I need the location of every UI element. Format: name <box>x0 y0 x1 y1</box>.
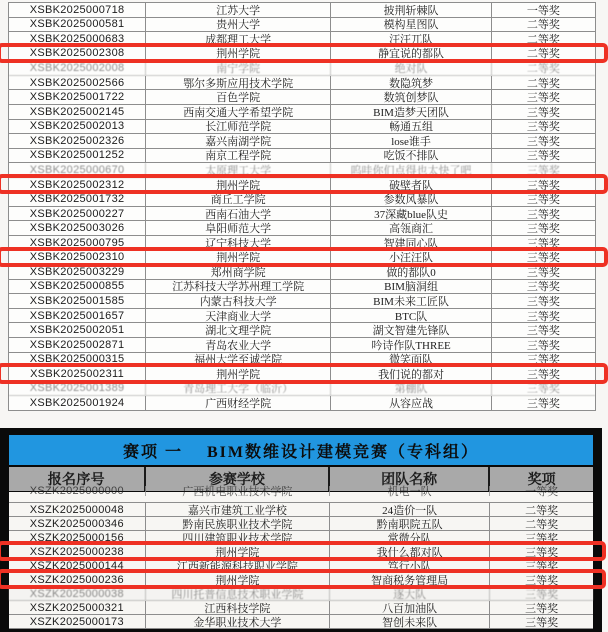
cell-school: 江西科技学院 <box>146 601 331 614</box>
lower-results-table <box>9 485 593 629</box>
table-row <box>9 149 595 164</box>
table-row <box>9 323 595 338</box>
table-row <box>9 61 595 76</box>
cell-team: 智创未来队 <box>330 615 490 628</box>
cell-serial: XSBK2025002566 <box>9 76 146 90</box>
cell-school: 内蒙古科技大学 <box>146 294 331 308</box>
column-header-award: 奖项 <box>527 473 556 488</box>
cell-team: 绝对队 <box>331 61 492 75</box>
cell-award: 三等奖 <box>526 223 560 236</box>
cell-school: 江西新能源科技职业学院 <box>146 559 331 572</box>
table-row <box>9 280 595 295</box>
table-row <box>9 90 595 105</box>
table-row <box>9 32 595 47</box>
cell-award: 二等奖 <box>526 33 560 46</box>
table-row <box>9 601 593 615</box>
cell-team: 智建同心队 <box>331 236 492 250</box>
cell-team: 微笑面队 <box>331 353 492 367</box>
cell-team: BTC队 <box>331 309 492 323</box>
cell-team: 我什么都对队 <box>330 545 490 558</box>
cell-team: lose谁手 <box>331 134 492 148</box>
cell-serial: XSBK2025003026 <box>9 221 146 235</box>
table-row <box>9 531 593 545</box>
cell-school: 嘉兴南湖学院 <box>146 134 331 148</box>
cell-serial: XSZK2025000048 <box>9 503 146 516</box>
column-header-school: 参赛学校 <box>146 467 331 491</box>
cell-team: 破壁者队 <box>331 178 492 192</box>
table-row <box>9 18 595 33</box>
cell-school: 江苏科技大学苏州理工学院 <box>146 280 331 294</box>
cell-school: 阜阳师范大学 <box>146 221 331 235</box>
cell-serial: XSZK2025000144 <box>9 559 146 572</box>
table-row-highlighted <box>9 367 595 382</box>
cell-team: 汪汪兀队 <box>331 32 492 46</box>
cell-award: 三等奖 <box>526 281 560 294</box>
cell-school: 太原理工大学 <box>146 163 331 177</box>
cell-award: 三等奖 <box>525 560 559 573</box>
cell-award: 三等奖 <box>526 135 560 148</box>
table-row <box>9 120 595 135</box>
cell-team: 24造价一队 <box>330 503 490 516</box>
cell-award: 三等奖 <box>526 354 560 367</box>
cell-award: 三等奖 <box>526 383 560 396</box>
cell-serial: XSBK2025002311 <box>9 367 146 381</box>
cell-serial: XSBK2025000795 <box>9 236 146 250</box>
cell-school: 江苏大学 <box>146 3 331 17</box>
cell-team: 参数风暴队 <box>331 192 492 206</box>
table-row <box>9 163 595 178</box>
cell-team: 智商税务管理局 <box>330 573 490 586</box>
cell-serial: XSBK2025001585 <box>9 294 146 308</box>
cell-school: 西南石油大学 <box>146 207 331 221</box>
table-row-highlighted <box>9 47 595 62</box>
cell-school: 贵州大学 <box>146 18 331 32</box>
cell-serial: XSBK2025003229 <box>9 265 146 279</box>
cell-serial: XSZK2025000238 <box>9 545 146 558</box>
cell-school: 南宁学院 <box>146 61 331 75</box>
cell-school: 福州大学至诚学院 <box>146 353 331 367</box>
cell-team: 披荆斩棘队 <box>331 3 492 17</box>
cell-award: 三等奖 <box>526 397 560 410</box>
cell-serial: XSBK2025002145 <box>9 105 146 119</box>
cell-team: 吃饭不排队 <box>331 149 492 163</box>
cell-serial: XSZK2025000321 <box>9 601 146 614</box>
cell-serial: XSBK2025000670 <box>9 163 146 177</box>
cell-award: 三等奖 <box>526 266 560 279</box>
cell-team: 从容应战 <box>331 396 492 410</box>
cell-award: 三等奖 <box>526 106 560 119</box>
cell-serial: XSBK2025002312 <box>9 178 146 192</box>
cell-team: 模构星图队 <box>331 18 492 32</box>
cell-serial: XSBK2025002310 <box>9 251 146 265</box>
cell-school: 荆州学院 <box>146 47 331 61</box>
table-row <box>9 615 593 629</box>
cell-award: 一等奖 <box>526 4 560 17</box>
cell-award: 三等奖 <box>525 602 559 615</box>
cell-award: 二等奖 <box>526 63 560 76</box>
cell-team: 静宜说的都队 <box>331 47 492 61</box>
cell-award: 三等奖 <box>526 325 560 338</box>
cell-award: 三等奖 <box>526 179 560 192</box>
cell-school: 荆州学院 <box>146 367 331 381</box>
cell-team: 做的都队0 <box>331 265 492 279</box>
cell-serial: XSZK2025000038 <box>9 587 146 600</box>
cell-award: 三等奖 <box>526 296 560 309</box>
cell-school: 湖北文理学院 <box>146 323 331 337</box>
cell-award: 三等奖 <box>526 252 560 265</box>
cell-school: 南京工程学院 <box>146 149 331 163</box>
cell-school: 郑州商学院 <box>146 265 331 279</box>
cell-serial: XSBK2025001252 <box>9 149 146 163</box>
cell-serial: XSBK2025002051 <box>9 323 146 337</box>
cell-team: 呜哇你们点得也太快了吧 <box>331 163 492 177</box>
table-row <box>9 338 595 353</box>
cell-school: 青岛理工大学（临沂） <box>146 382 331 396</box>
table-row <box>9 207 595 222</box>
table-row <box>9 396 595 411</box>
cell-award: 三等奖 <box>525 574 559 587</box>
cell-award: 一等奖 <box>525 486 559 498</box>
table-row <box>9 517 593 531</box>
cell-school: 百色学院 <box>146 90 331 104</box>
cell-school: 商丘工学院 <box>146 192 331 206</box>
table-row <box>9 221 595 236</box>
cell-school: 黔南民族职业技术学院 <box>146 517 331 530</box>
cell-school: 四川建筑职业技术学院 <box>146 531 331 544</box>
cell-team: 机电一队 <box>330 486 490 496</box>
cell-school: 西南交通大学希望学院 <box>146 105 331 119</box>
cell-team: 湖文智建先锋队 <box>331 323 492 337</box>
column-header-serial: 报名序号 <box>9 467 146 491</box>
cell-team: 数筑创梦队 <box>331 90 492 104</box>
cell-serial: XSBK2025001732 <box>9 192 146 206</box>
cell-team: 八百加油队 <box>330 601 490 614</box>
cell-award: 二等奖 <box>525 518 559 531</box>
cell-serial: XSBK2025000227 <box>9 207 146 221</box>
cell-team: 常微分队 <box>330 531 490 544</box>
cell-serial: XSZK2025000346 <box>9 517 146 530</box>
cell-serial: XSBK2025001657 <box>9 309 146 323</box>
cell-school: 辽宁科技大学 <box>146 236 331 250</box>
cell-team: BIM未来工匠队 <box>331 294 492 308</box>
cell-serial: XSZK2025000156 <box>9 531 146 544</box>
lower-results-frame <box>0 428 602 632</box>
cell-school: 鄂尔多斯应用技术学院 <box>146 76 331 90</box>
cell-serial: XSBK2025002013 <box>9 120 146 134</box>
competition-banner: 赛项 一 BIM数维设计建模竞赛（专科组） <box>9 435 593 465</box>
table-row <box>9 192 595 207</box>
table-row-highlighted <box>9 545 593 559</box>
cell-serial: XSBK2025000683 <box>9 32 146 46</box>
cell-award: 三等奖 <box>526 208 560 221</box>
cell-serial: XSBK2025002008 <box>9 61 146 75</box>
table-row <box>9 105 595 120</box>
cell-team: 逐大队 <box>330 587 490 600</box>
cell-serial: XSBK2025000581 <box>9 18 146 32</box>
cell-award: 三等奖 <box>525 532 559 545</box>
cell-serial: XSZK2025000173 <box>9 615 146 628</box>
cell-school: 荆州学院 <box>146 178 331 192</box>
cell-school: 长江师范学院 <box>146 120 331 134</box>
cell-award: 三等奖 <box>526 339 560 352</box>
cell-school: 嘉兴市建筑工业学校 <box>146 503 331 516</box>
cell-serial: XSBK2025002326 <box>9 134 146 148</box>
cell-team: 我们说的都对 <box>331 367 492 381</box>
table-row <box>9 559 593 573</box>
table-row-highlighted <box>9 251 595 266</box>
cell-team: 数隐筑梦 <box>331 76 492 90</box>
cell-school: 荆州学院 <box>146 251 331 265</box>
cell-team: 高瓴商汇 <box>331 221 492 235</box>
cell-award: 二等奖 <box>525 504 559 517</box>
cell-school: 四川托普信息技术职业学院 <box>146 587 331 600</box>
table-row <box>9 3 595 18</box>
cell-award: 二等奖 <box>526 77 560 90</box>
cell-school: 天津商业大学 <box>146 309 331 323</box>
table-row <box>9 76 595 91</box>
upper-results-table <box>8 2 596 411</box>
cell-award: 三等奖 <box>525 588 559 601</box>
cell-serial: XSZK2025000000 <box>9 486 146 496</box>
cell-serial: XSBK2025002308 <box>9 47 146 61</box>
table-row <box>9 294 595 309</box>
table-row <box>9 503 593 517</box>
cell-team: 小汪汪队 <box>331 251 492 265</box>
cell-team: 笃行小队 <box>330 559 490 572</box>
table-row-highlighted <box>9 178 595 193</box>
cell-team: 吟诗作队THREE <box>331 338 492 352</box>
cell-serial: XSBK2025002871 <box>9 338 146 352</box>
cell-award: 三等奖 <box>526 237 560 250</box>
cell-award: 二等奖 <box>526 48 560 61</box>
cell-serial: XSBK2025000855 <box>9 280 146 294</box>
cell-team: BIM脑洞组 <box>331 280 492 294</box>
cell-award: 三等奖 <box>526 150 560 163</box>
cell-school: 荆州学院 <box>146 573 331 586</box>
cell-team: 畅通五组 <box>331 120 492 134</box>
cell-school: 荆州学院 <box>146 545 331 558</box>
cell-serial: XSBK2025000315 <box>9 353 146 367</box>
table-row <box>9 382 595 397</box>
table-row <box>9 236 595 251</box>
cell-serial: XSBK2025001924 <box>9 396 146 410</box>
cell-school: 广西机电职业技术学院 <box>146 486 331 496</box>
cell-school: 广西财经学院 <box>146 396 331 410</box>
cell-award: 三等奖 <box>526 121 560 134</box>
cell-serial: XSBK2025001389 <box>9 382 146 396</box>
cell-award: 三等奖 <box>526 368 560 381</box>
table-row <box>9 485 593 503</box>
cell-serial: XSBK2025001722 <box>9 90 146 104</box>
cell-award: 三等奖 <box>525 616 559 629</box>
column-header-team: 团队名称 <box>330 467 490 491</box>
cell-serial: XSZK2025000236 <box>9 573 146 586</box>
cell-award: 三等奖 <box>526 92 560 105</box>
cell-team: BIM造梦天团队 <box>331 105 492 119</box>
cell-team: 黔南职院五队 <box>330 517 490 530</box>
cell-award: 三等奖 <box>526 310 560 323</box>
cell-team: 37深藏blue队史 <box>331 207 492 221</box>
cell-award: 三等奖 <box>526 194 560 207</box>
cell-school: 青岛农业大学 <box>146 338 331 352</box>
cell-school: 金华职业技术大学 <box>146 615 331 628</box>
cell-award: 三等奖 <box>525 546 559 559</box>
cell-school: 成都理工大学 <box>146 32 331 46</box>
cell-team: 第棚队 <box>331 382 492 396</box>
table-row <box>9 134 595 149</box>
table-row <box>9 587 593 601</box>
cell-award: 三等奖 <box>526 164 560 177</box>
table-row <box>9 353 595 368</box>
cell-serial: XSBK2025000718 <box>9 3 146 17</box>
cell-award: 二等奖 <box>526 19 560 32</box>
table-row <box>9 309 595 324</box>
